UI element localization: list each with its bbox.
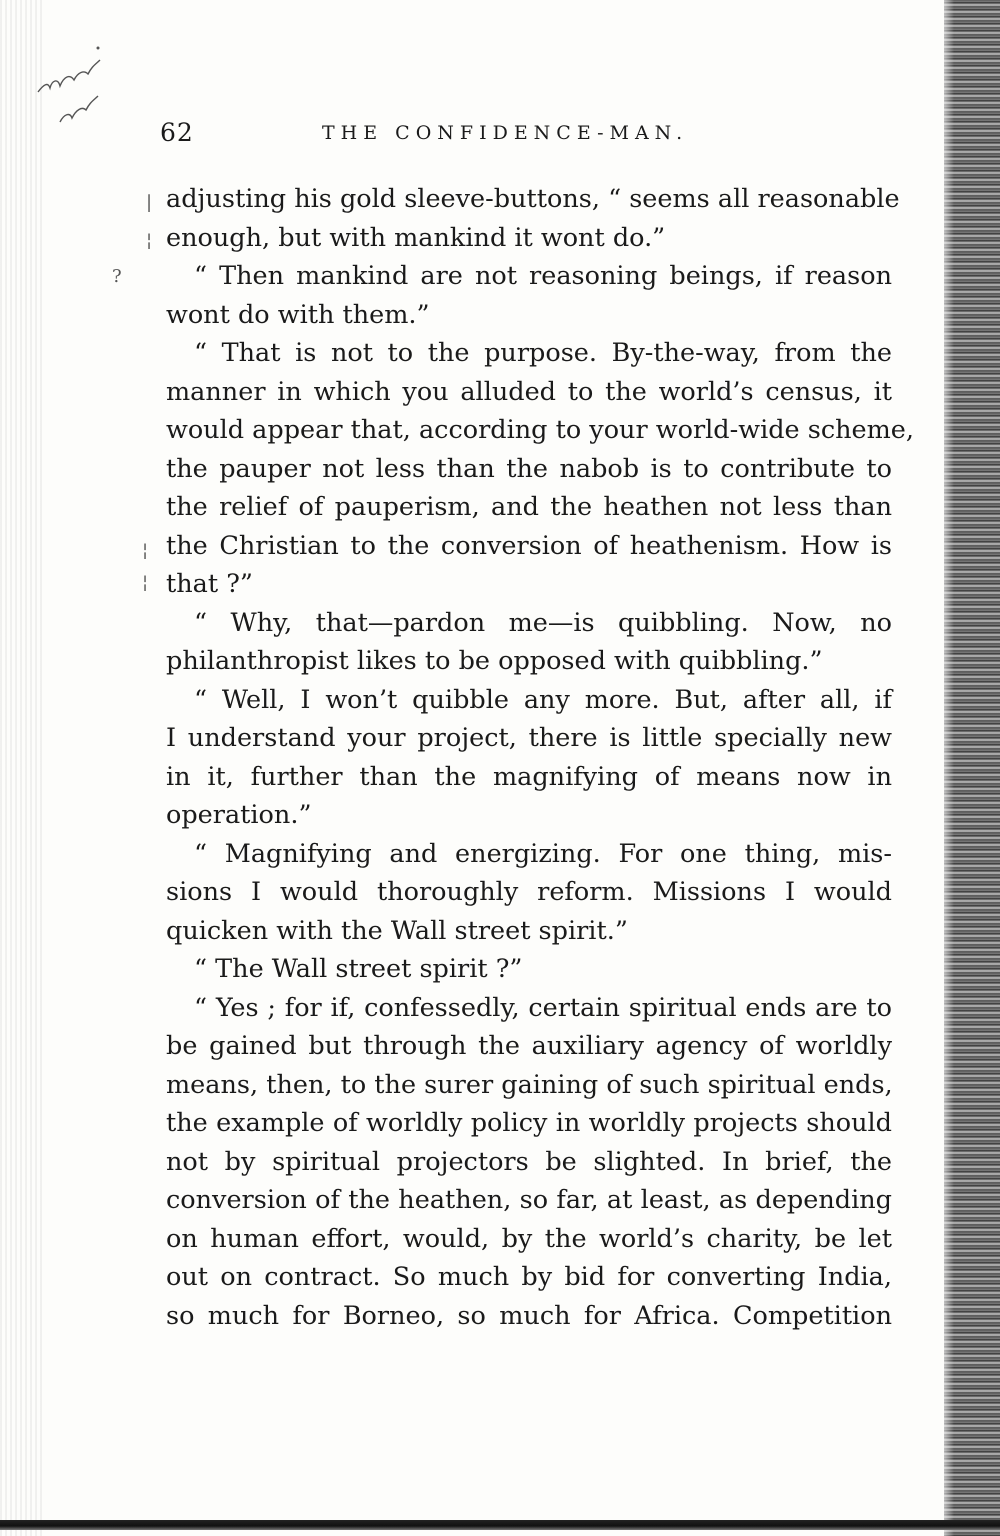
- bottom-scan-edge: [0, 1520, 1000, 1530]
- running-head: THE CONFIDENCE-MAN.: [322, 122, 689, 144]
- text-line: “ Why, that—pardon me—is quibbling. Now, no: [194, 607, 892, 638]
- body-text: [166, 180, 915, 1335]
- page-header: [160, 118, 900, 158]
- text-line: “ Well, I won’t quibble any more. But, after all, if: [194, 684, 892, 715]
- pencil-mark-icon: ¦: [146, 230, 153, 251]
- text-line: sions I would thoroughly reform. Missions I would: [166, 877, 892, 907]
- text-line: the relief of pauperism, and the heathen not less than: [166, 492, 892, 522]
- pencil-mark-icon: ¦: [142, 540, 149, 561]
- text-line: on human effort, would, by the world’s charity, be let: [166, 1223, 892, 1254]
- text-line: adjusting his gold sleeve-buttons, “ seems all reasonable: [166, 184, 900, 214]
- text-line: “ The Wall street spirit ?”: [194, 954, 523, 984]
- text-line: “ Magnifying and energizing. For one thing, mis-: [194, 838, 892, 869]
- text-line: means, then, to the surer gaining of such spiritual ends,: [166, 1069, 893, 1100]
- text-line: in it, further than the magnifying of means now in: [166, 761, 892, 792]
- pencil-mark-icon: ¦: [142, 572, 149, 593]
- left-gutter-shadow: [0, 0, 42, 1536]
- text-line: conversion of the heathen, so far, at least, as depending: [166, 1185, 892, 1215]
- text-line: “ Yes ; for if, confessedly, certain spiritual ends are to: [194, 992, 892, 1023]
- text-line: enough, but with mankind it wont do.”: [166, 222, 666, 253]
- text-line: not by spiritual projectors be slighted. In brief, the: [166, 1146, 892, 1177]
- text-line: wont do with them.”: [166, 299, 430, 330]
- pencil-mark-icon: ?: [112, 266, 122, 287]
- text-line: so much for Borneo, so much for Africa. Competition: [166, 1300, 892, 1331]
- text-line: the Christian to the conversion of heathenism. How is: [166, 530, 892, 561]
- text-line: the pauper not less than the nabob is to contribute to: [166, 453, 892, 484]
- text-line: out on contract. So much by bid for converting India,: [166, 1262, 892, 1292]
- page-number: 62: [160, 118, 194, 147]
- text-line: “ Then mankind are not reasoning beings, if reason: [194, 261, 892, 291]
- pencil-mark-icon: |: [146, 192, 153, 213]
- text-line: quicken with the Wall street spirit.”: [166, 915, 628, 946]
- text-line: that ?”: [166, 569, 253, 599]
- text-line: operation.”: [166, 800, 312, 830]
- text-line: the example of worldly policy in worldly projects should: [166, 1108, 892, 1138]
- text-line: would appear that, according to your world-wide scheme,: [166, 415, 915, 445]
- text-line: I understand your project, there is little specially new: [166, 723, 892, 753]
- text-line: be gained but through the auxiliary agency of worldly: [166, 1031, 892, 1061]
- right-page-edge-highlight: [944, 0, 954, 1536]
- handwritten-marginalia: [30, 30, 120, 130]
- text-line: “ That is not to the purpose. By-the-way, from the: [194, 338, 892, 368]
- text-line: philanthropist likes to be opposed with quibbling.”: [166, 646, 823, 676]
- text-line: manner in which you alluded to the world’s census, it: [166, 376, 892, 407]
